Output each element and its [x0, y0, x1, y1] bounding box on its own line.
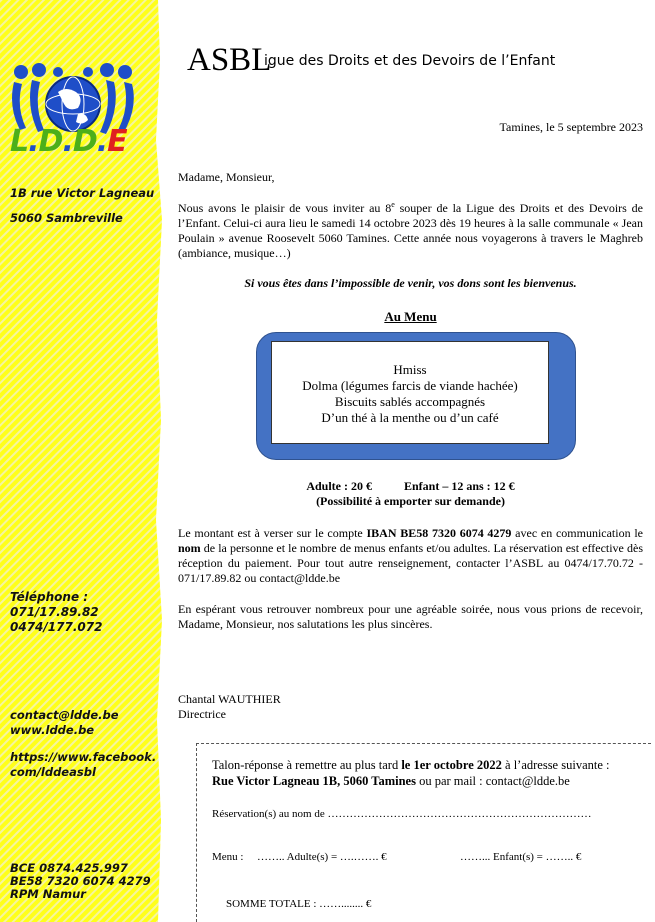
address-city: 5060 Sambreville [10, 211, 123, 225]
signature-name: Chantal WAUTHIER [178, 692, 281, 706]
menu-item-1: Hmiss [393, 362, 427, 377]
slip-deadline: le 1er octobre 2022 [401, 758, 502, 772]
menu-item-4: D’un thé à la menthe ou d’un café [321, 410, 499, 425]
menu-label: Menu : [212, 851, 244, 863]
phone-1: 071/17.89.82 [10, 605, 99, 619]
contact-block [10, 708, 119, 738]
rpm: RPM Namur [10, 887, 86, 901]
cut-line [196, 743, 651, 744]
total-field[interactable]: SOMME TOTALE : ……........ € [226, 898, 372, 910]
donation-note: Si vous êtes dans l’impossible de venir, vos dons sont les bienvenus. [244, 276, 577, 290]
adults-field[interactable]: …….. Adulte(s) = ….……. € [257, 851, 387, 863]
price-adult: Adulte : 20 € [306, 479, 372, 493]
price-child: Enfant – 12 ans : 12 € [403, 479, 515, 493]
intro-text-a: Nous avons le plaisir de vous inviter au 8 [178, 201, 392, 215]
header-asbl: ASBL [187, 42, 272, 78]
payment-nom: nom [178, 541, 201, 555]
intro-text-b: souper de la Ligue des Droits et des Devoirs de l’Enfant. Celui-ci aura lieu le samedi 14 octobre 2023 dès 19 heures à la salle communale « Jean Poulain » avenue Roosevelt 5060 Tamines. Cette année nous voyagerons à travers le Maghreb (ambiance, musique…) [178, 201, 643, 260]
sidebar [0, 0, 168, 922]
slip-line1-a: Talon-réponse à remettre au plus tard [212, 758, 402, 772]
bce-number: BCE 0874.425.997 [10, 861, 128, 875]
payment-text-a: Le montant est à verser sur le compte [178, 526, 367, 540]
phone-block [10, 590, 102, 635]
prices-line [178, 479, 643, 494]
header-title: igue des Droits et des Devoirs de l’Enfant [264, 53, 556, 69]
payment-text-b: avec en communication le [511, 526, 643, 540]
payment-text-c: de la personne et le nombre de menus enfants et/ou adultes. La réservation est effective dès réception du paiement. Pour tout autre renseignement, contacter l’ASBL au 0474/17.70.72 - 071/17.89.82 ou contact@ldde.be [178, 541, 643, 585]
menu-box [271, 341, 549, 444]
address [10, 186, 154, 226]
children-field[interactable]: ……... Enfant(s) = …….. € [460, 851, 582, 863]
slip-line1-c: à l’adresse suivante : [501, 758, 610, 772]
phone-label: Téléphone : [10, 590, 89, 604]
facebook-link-2[interactable]: com/lddeasbl [10, 765, 96, 779]
payment-paragraph [178, 526, 643, 586]
intro-paragraph [178, 197, 643, 261]
slip-header [212, 757, 610, 789]
slip-address: Rue Victor Lagneau 1B, 5060 Tamines [212, 774, 416, 788]
signature-role: Directrice [178, 707, 226, 721]
takeaway-note: (Possibilité à emporter sur demande) [316, 494, 505, 508]
menu-item-2: Dolma (légumes farcis de viande hachée) [302, 378, 518, 393]
reservation-name-field[interactable]: Réservation(s) au nom de ……………………………………………………………… [212, 808, 592, 820]
logo-letters: L.D.D.E [10, 124, 127, 159]
facebook-link-1[interactable]: https://www.facebook. [10, 750, 157, 764]
iban-number: BE58 7320 6074 4279 [10, 874, 151, 888]
facebook-block [10, 750, 156, 780]
closing-paragraph: En espérant vous retrouver nombreux pour une agréable soirée, nous vous prions de recevoir, Madame, Monsieur, nos salutations les plus sincères. [178, 602, 643, 631]
signature [178, 692, 281, 722]
intro-sup: e [391, 200, 395, 209]
slip-mail: ou par mail : contact@ldde.be [415, 774, 570, 788]
registry-block [10, 862, 151, 901]
cut-line-vertical [196, 743, 197, 922]
email-link[interactable]: contact@ldde.be [10, 708, 119, 722]
salutation: Madame, Monsieur, [178, 170, 275, 184]
menu-heading: Au Menu [384, 309, 437, 324]
address-street: 1B rue Victor Lagneau [10, 186, 155, 200]
website-link[interactable]: www.ldde.be [10, 723, 95, 737]
menu-item-3: Biscuits sablés accompagnés [334, 394, 486, 409]
phone-2: 0474/177.072 [10, 620, 103, 634]
date-line: Tamines, le 5 septembre 2023 [499, 120, 643, 134]
payment-iban: IBAN BE58 7320 6074 4279 [366, 526, 512, 540]
